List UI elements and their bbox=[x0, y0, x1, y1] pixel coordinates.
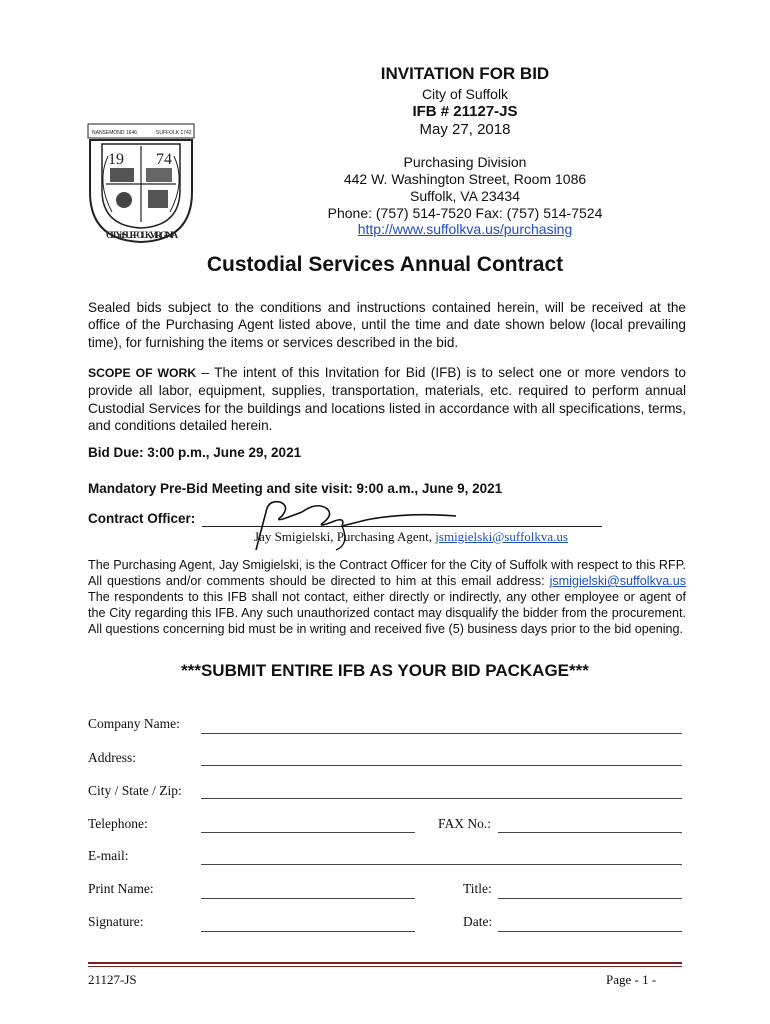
city-seal-logo bbox=[86, 122, 196, 247]
ifb-number: IFB # 21127-JS bbox=[412, 103, 518, 120]
scope-text: – The intent of this Invitation for Bid (IFB) is to select one or more vendors to provide all labor, equipment, supplies, transportation, materials, etc. required to perform annual Custodial Services for the buildings and locations listed in accordance with all specifications, terms, and conditions detailed herein. bbox=[88, 365, 686, 433]
telephone-field[interactable] bbox=[201, 832, 415, 833]
date-field[interactable] bbox=[498, 931, 682, 932]
officer-para-text-2: The respondents to this IFB shall not contact, either directly or indirectly, any other employee or agent of the City regarding this IFB. Any such unauthorized contact may disqualify the bidder from the procurement. All questions concerning bid must be in writing and received five (5) business days prior to the bid opening. bbox=[88, 590, 686, 636]
fax-label: FAX No.: bbox=[438, 816, 492, 831]
officer-paragraph bbox=[88, 557, 686, 637]
seal-right-text: SUFFOLK 1742 bbox=[156, 130, 192, 136]
phone-fax: Phone: (757) 514-7520 Fax: (757) 514-7524 bbox=[327, 205, 603, 221]
bid-due: Bid Due: 3:00 p.m., June 29, 2021 bbox=[88, 445, 302, 460]
email-field[interactable] bbox=[201, 864, 682, 865]
seal-ring-text: CITY of SUFFOLK, VIRGINIA bbox=[106, 230, 178, 240]
seal-year-left: 19 bbox=[108, 151, 124, 168]
seal-left-text: NANSEMOND 1646 bbox=[92, 130, 138, 136]
city-state-zip-field[interactable] bbox=[201, 798, 682, 799]
page-number: Page - 1 - bbox=[606, 972, 657, 987]
issue-date: May 27, 2018 bbox=[419, 121, 511, 138]
company-name-field[interactable] bbox=[201, 733, 682, 734]
telephone-label: Telephone: bbox=[88, 816, 148, 831]
date-label: Date: bbox=[463, 914, 493, 929]
signature-label: Signature: bbox=[88, 914, 144, 929]
fax-field[interactable] bbox=[498, 832, 682, 833]
division-name: Purchasing Division bbox=[403, 154, 527, 170]
submit-notice: ***SUBMIT ENTIRE IFB AS YOUR BID PACKAGE*** bbox=[181, 661, 589, 680]
street-address: 442 W. Washington Street, Room 1086 bbox=[343, 171, 587, 187]
officer-email-link[interactable]: jsmigielski@suffolkva.us bbox=[435, 529, 568, 544]
title-field[interactable] bbox=[498, 898, 682, 899]
scope-paragraph bbox=[88, 364, 686, 434]
city-name: City of Suffolk bbox=[421, 86, 509, 102]
footer-rule-thin bbox=[88, 966, 682, 967]
city-state-zip-label: City / State / Zip: bbox=[88, 783, 182, 798]
contract-officer-label: Contract Officer: bbox=[88, 511, 196, 526]
purchasing-link[interactable]: http://www.suffolkva.us/purchasing bbox=[357, 221, 573, 237]
city-state-zip: Suffolk, VA 23434 bbox=[409, 188, 520, 204]
email-label: E-mail: bbox=[88, 848, 129, 863]
officer-para-text-1: The Purchasing Agent, Jay Smigielski, is the Contract Officer for the City of Suffolk with respect to this RFP. All questions and/or comments should be directed to him at this email address: bbox=[88, 558, 686, 588]
contract-officer-name bbox=[254, 529, 568, 545]
seal-year-right: 74 bbox=[156, 151, 172, 168]
print-name-label: Print Name: bbox=[88, 881, 154, 896]
scope-label: SCOPE OF WORK bbox=[88, 366, 197, 380]
signature-field[interactable] bbox=[201, 931, 415, 932]
title-label: Title: bbox=[463, 881, 492, 896]
intro-paragraph: Sealed bids subject to the conditions and instructions contained herein, will be received at the office of the Purchasing Agent listed above, until the time and date shown below (local prevailing time), for furnishing the items or services described in the bid. bbox=[88, 300, 686, 350]
officer-name-text: Jay Smigielski, Purchasing Agent, bbox=[254, 529, 436, 544]
doc-heading: INVITATION FOR BID bbox=[380, 64, 550, 83]
prebid-meeting: Mandatory Pre-Bid Meeting and site visit: 9:00 a.m., June 9, 2021 bbox=[88, 481, 503, 496]
footer-rule bbox=[88, 962, 682, 964]
officer-para-email-link[interactable]: jsmigielski@suffolkva.us bbox=[549, 574, 686, 588]
address-label: Address: bbox=[88, 750, 136, 765]
print-name-field[interactable] bbox=[201, 898, 415, 899]
address-field[interactable] bbox=[201, 765, 682, 766]
footer-doc-number: 21127-JS bbox=[88, 972, 137, 987]
page-title: Custodial Services Annual Contract bbox=[206, 253, 564, 276]
company-name-label: Company Name: bbox=[88, 716, 180, 731]
